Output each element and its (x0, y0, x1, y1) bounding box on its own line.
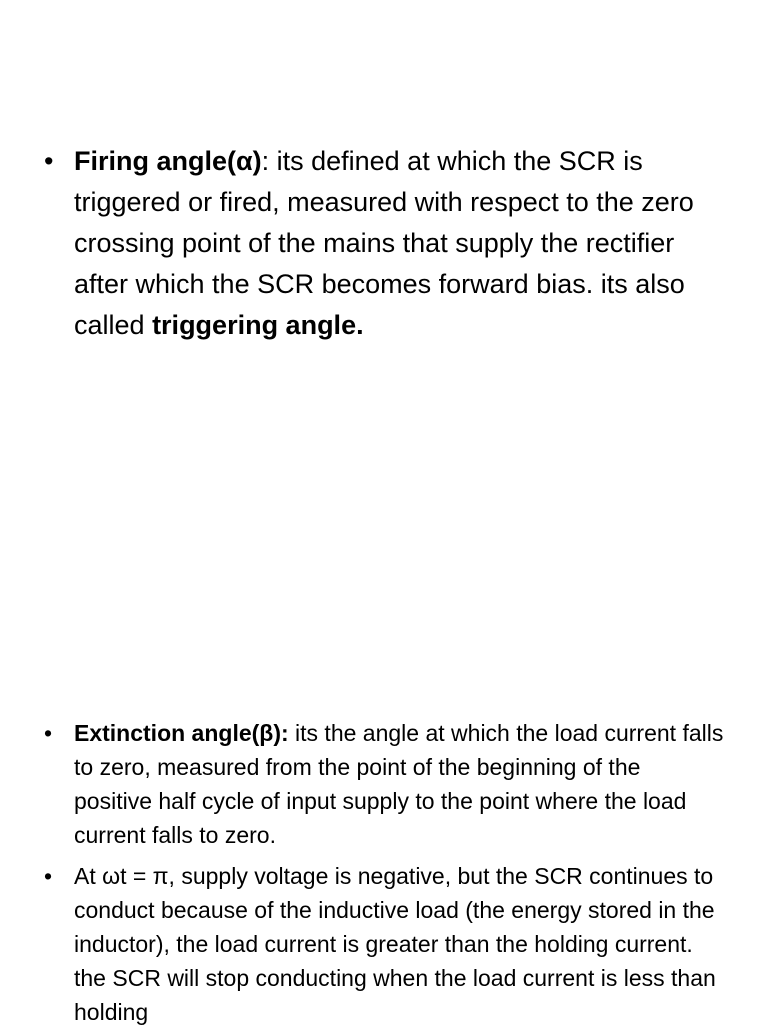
triggering-angle-alias: triggering angle. (152, 310, 364, 340)
firing-angle-term: Firing angle(α) (74, 146, 262, 176)
extinction-angle-section (44, 716, 724, 1036)
extinction-angle-definition: its the angle at which the load current falls to zero, measured from the point of the beginning of the positive half cycle of input supply to the point where the load current falls to zero. (74, 720, 724, 848)
extinction-angle-bullet (44, 716, 724, 852)
bullet-icon: • (44, 720, 53, 746)
bullet-icon: • (44, 863, 53, 889)
firing-angle-section (44, 141, 724, 346)
conduction-note-bullet (44, 859, 724, 1029)
firing-angle-definition: : its defined at which the SCR is triggered or fired, measured with respect to the zero crossing point of the mains that supply the rectifier after which the SCR becomes forward bias. its also (74, 146, 694, 299)
conduction-note-text: At ωt = π, supply voltage is negative, but the SCR continues to conduct because of the inductive load (the energy stored in the inductor), the load current is greater than the holding current. the SCR will stop conducting when the load current is less than holding (74, 863, 716, 1025)
extinction-angle-term: Extinction angle(β): (74, 720, 289, 746)
firing-angle-called-prefix: called (74, 310, 145, 340)
firing-angle-bullet (44, 141, 724, 346)
bullet-icon: • (44, 146, 54, 176)
